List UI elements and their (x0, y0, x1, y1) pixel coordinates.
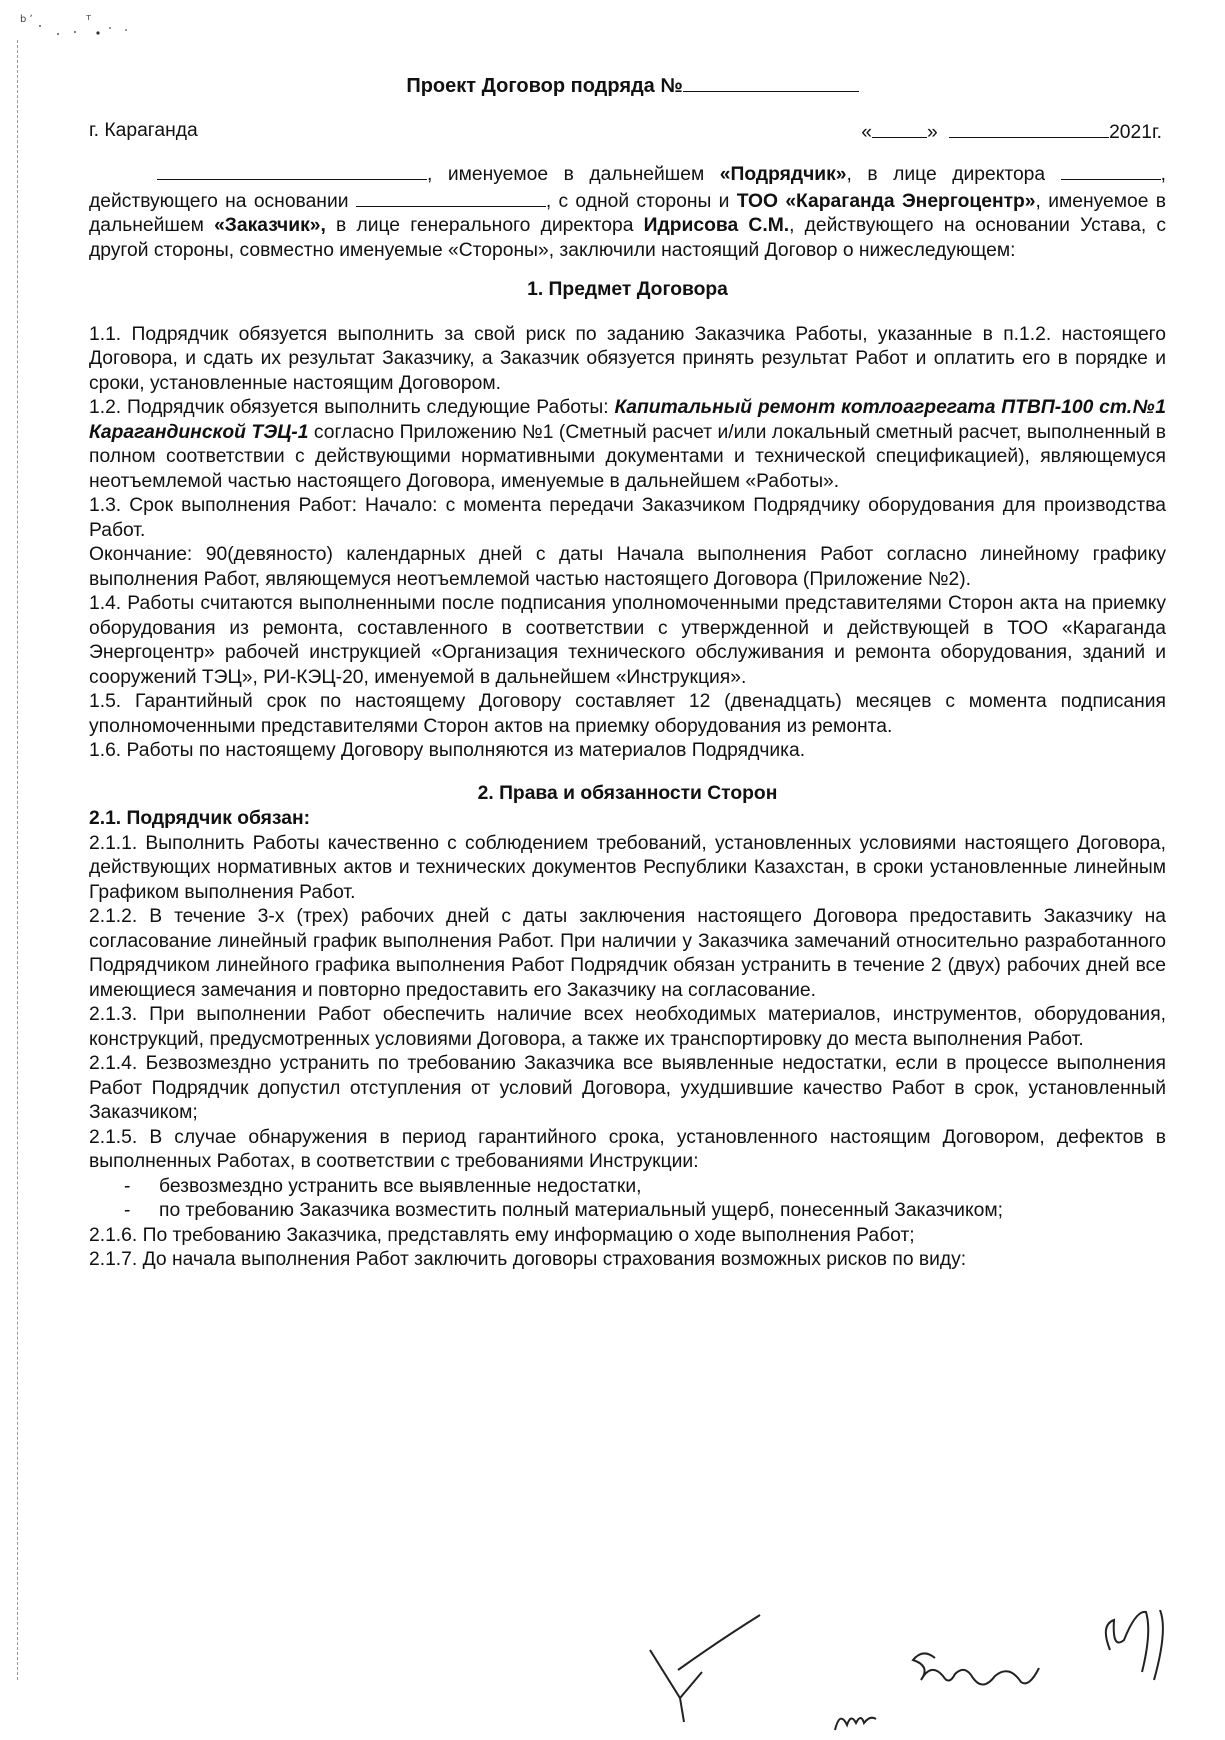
list-item (124, 1199, 1166, 1224)
customer-role: «Заказчик», (214, 215, 326, 236)
section-2-title: 2. Права и обязанности Сторон (477, 782, 778, 804)
signature-2 (835, 1718, 876, 1730)
clause-1-5: 1.5. Гарантийный срок по настоящему Договору составляет 12 (двенадцать) месяцев с момента подписания уполномоченными представителями Сторон актов на приемку оборудования из ремонта. (89, 691, 1166, 737)
intro-text-g: , действующего на основании Устава, с другой стороны, совместно именуемые «Стороны», заключили настоящий Договор о нижеследующем: (89, 215, 1167, 261)
intro-text-a: , именуемое в дальнейшем (427, 164, 720, 185)
date-close-quote: » (926, 121, 938, 143)
contractor-role: «Подрядчик» (719, 164, 847, 185)
svg-text:b ʼ: b ʼ (20, 14, 33, 25)
contract-number-blank (683, 73, 859, 92)
section-1-title: 1. Предмет Договора (527, 279, 728, 300)
scan-noise-marks (18, 10, 158, 40)
intro-paragraph (89, 161, 1166, 263)
dash-bullet: - (124, 1175, 131, 1197)
day-blank (872, 119, 927, 138)
clause-1-6: 1.6. Работы по настоящему Договору выполняются из материалов Подрядчика. (89, 740, 806, 761)
intro-text-f: в лице генерального директора (325, 215, 644, 236)
month-blank (949, 119, 1109, 138)
clause-2-1-2: 2.1.2. В течение 3-х (трех) рабочих дней с даты заключения настоящего Договора предоставить Заказчику на согласование линейный график выполнения Работ. При наличии у Заказчика замечаний относительно разработанного Подрядчиком линейного графика выполнения Работ Подрядчик обязан устранить в течение 2 (двух) рабочих дней все имеющиеся замечания и повторно предоставить его Заказчику на согласование. (89, 906, 1166, 1001)
list-item (124, 1175, 1166, 1200)
title-text: Проект Договор подряда № (406, 75, 683, 97)
director-name-blank (1061, 161, 1161, 180)
city: г. Караганда (89, 119, 198, 141)
scan-margin-line (17, 40, 18, 1680)
document-title (89, 73, 1166, 99)
clause-1-3: 1.3. Срок выполнения Работ: Начало: с момента передачи Заказчиком Подрядчику оборудования для производства Работ. (89, 495, 1166, 541)
customer-name: ТОО «Караганда Энергоцентр» (736, 190, 1036, 212)
svg-text:т: т (86, 13, 92, 23)
clause-1-2-work-name: Капитальный ремонт котлоагрегата ПТВП-100 ст.№1 Карагандинской ТЭЦ-1 (89, 397, 1166, 443)
basis-blank (356, 188, 546, 207)
signature-3 (913, 1653, 1039, 1684)
intro-text-e: , именуемое в дальнейшем (89, 190, 1167, 236)
clause-2-1-1: 2.1.1. Выполнить Работы качественно с соблюдением требований, установленных условиями настоящего Договора, действующих нормативных актов и технических документов Республики Казахстан, в сроки установленные линейным Графиком выполнения Работ. (89, 832, 1166, 903)
intro-text-c: , действующего на основании (89, 164, 1167, 212)
clause-1-2 (89, 396, 1166, 494)
date-line (861, 119, 1162, 146)
intro-text-b: , в лице директора (846, 164, 1046, 185)
list-item-text: по требованию Заказчика возместить полный материальный ущерб, понесенный Заказчиком; (159, 1200, 1003, 1221)
clause-1-2-text-b: согласно Приложению №1 (Сметный расчет и/или локальный сметный расчет, выполненный в полном соответствии с действующими нормативными документами и технической спецификацией), являющемуся неотъемлемой частью настоящего Договора, именуемые в дальнейшем «Работы». (89, 421, 1166, 492)
clause-2-1-6: 2.1.6. По требованию Заказчика, представлять ему информацию о ходе выполнения Работ; (89, 1224, 915, 1246)
clause-2-1-7: 2.1.7. До начала выполнения Работ заключить договоры страхования возможных рисков по виду: (89, 1249, 967, 1270)
contractor-name-blank (157, 161, 427, 180)
clause-2-1-3: 2.1.3. При выполнении Работ обеспечить наличие всех необходимых материалов, инструментов, оборудования, конструкций, предусмотренных условиями Договора, а также их транспортировку до места выполнения Работ. (89, 1004, 1166, 1050)
intro-text-d: , с одной стороны и (545, 190, 737, 212)
subsection-2-1-title: 2.1. Подрядчик обязан: (89, 808, 311, 829)
dash-bullet: - (124, 1200, 131, 1221)
document-body (89, 73, 1166, 1273)
year: 2021г. (1109, 121, 1162, 143)
clause-2-1-4: 2.1.4. Безвозмездно устранить по требованию Заказчика все выявленные недостатки, если в процессе выполнения Работ Подрядчик допустил отступления от условий Договора, ухудшившие качество Работ в срок, установленный Заказчиком; (89, 1053, 1166, 1123)
place-date-row (89, 119, 1166, 146)
clause-1-4: 1.4. Работы считаются выполненными после подписания уполномоченными представителями Сторон акта на приемку оборудования из ремонта, составленного в соответствии с утвержденной и действующей в ТОО «Караганда Энергоцентр» рабочей инструкцией «Организация технического обслуживания и ремонта оборудования, зданий и сооружений ТЭЦ», РИ-КЭЦ-20, именуемой в дальнейшем «Инструкция». (89, 593, 1166, 688)
date-open-quote: « (861, 121, 872, 143)
clause-1-3-end: Окончание: 90(девяносто) календарных дней с даты Начала выполнения Работ согласно линейному графику выполнения Работ, являющемуся неотъемлемой частью настоящего Договора (Приложение №2). (89, 544, 1166, 590)
clause-1-1: 1.1. Подрядчик обязуется выполнить за свой риск по заданию Заказчика Работы, указанные в п.1.2. настоящего Договора, и сдать их результат Заказчику, а Заказчик обязуется принять результат Работ и оплатить его в порядке и сроки, установленные настоящим Договором. (89, 323, 1166, 394)
handwritten-signatures (640, 1610, 1200, 1735)
clause-1-2-text-a: 1.2. Подрядчик обязуется выполнить следующие Работы: (89, 397, 615, 418)
clause-2-1-5: 2.1.5. В случае обнаружения в период гарантийного срока, установленного настоящим Договором, дефектов в выполненных Работах, в соответствии с требованиями Инструкции: (89, 1126, 1166, 1172)
director-name: Идрисова С.М. (643, 215, 790, 236)
signature-1 (650, 1615, 760, 1722)
signature-4 (1106, 1610, 1163, 1680)
list-item-text: безвозмездно устранить все выявленные недостатки, (159, 1175, 642, 1197)
